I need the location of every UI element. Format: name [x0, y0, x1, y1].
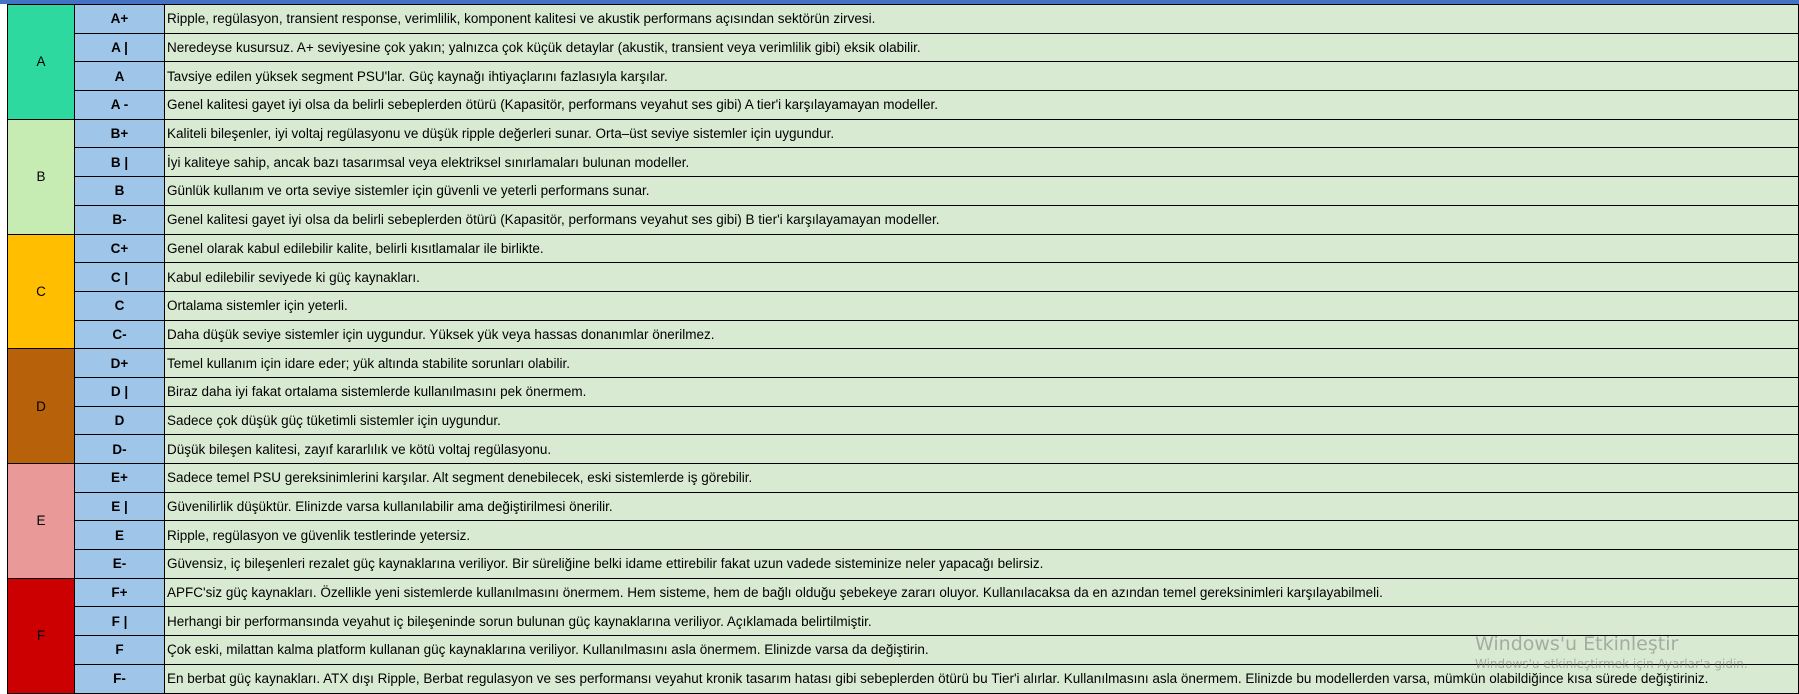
- tier-list-sheet: [7, 4, 1799, 694]
- tier-group-cell[interactable]: A: [8, 5, 75, 120]
- grade-cell[interactable]: A -: [75, 91, 165, 120]
- table-row: [8, 148, 1799, 177]
- description-cell[interactable]: Temel kullanım için idare eder; yük altında stabilite sorunları olabilir.: [165, 349, 1799, 378]
- table-row: [8, 177, 1799, 206]
- description-cell[interactable]: Sadece temel PSU gereksinimlerini karşılar. Alt segment denebilecek, eski sistemlerde iş görebilir.: [165, 464, 1799, 493]
- description-cell[interactable]: Genel kalitesi gayet iyi olsa da belirli sebeplerden ötürü (Kapasitör, performans veyahut ses gibi) B tier'i karşılayamayan modeller.: [165, 205, 1799, 234]
- grade-cell[interactable]: F+: [75, 578, 165, 607]
- grade-cell[interactable]: D-: [75, 435, 165, 464]
- description-cell[interactable]: Biraz daha iyi fakat ortalama sistemlerde kullanılmasını pek önermem.: [165, 377, 1799, 406]
- table-row: [8, 406, 1799, 435]
- grade-cell[interactable]: B |: [75, 148, 165, 177]
- grade-cell[interactable]: D |: [75, 377, 165, 406]
- description-cell[interactable]: Tavsiye edilen yüksek segment PSU'lar. Güç kaynağı ihtiyaçlarını fazlasıyla karşılar.: [165, 62, 1799, 91]
- grade-cell[interactable]: E |: [75, 492, 165, 521]
- table-row: [8, 119, 1799, 148]
- description-cell[interactable]: Neredeyse kusursuz. A+ seviyesine çok yakın; yalnızca çok küçük detaylar (akustik, transient veya verimlilik gibi) eksik olabilir.: [165, 33, 1799, 62]
- grade-cell[interactable]: C |: [75, 263, 165, 292]
- description-cell[interactable]: Genel olarak kabul edilebilir kalite, belirli kısıtlamalar ile birlikte.: [165, 234, 1799, 263]
- description-cell[interactable]: Çok eski, milattan kalma platform kullanan güç kaynaklarına veriliyor. Kullanılmasını asla önermem. Elinizde varsa da değiştirin.: [165, 636, 1799, 665]
- table-row: [8, 377, 1799, 406]
- grade-cell[interactable]: E: [75, 521, 165, 550]
- table-row: [8, 521, 1799, 550]
- description-cell[interactable]: Düşük bileşen kalitesi, zayıf kararlılık ve kötü voltaj regülasyonu.: [165, 435, 1799, 464]
- table-row: [8, 320, 1799, 349]
- table-row: [8, 33, 1799, 62]
- grade-cell[interactable]: E+: [75, 464, 165, 493]
- description-cell[interactable]: Sadece çok düşük güç tüketimli sistemler için uygundur.: [165, 406, 1799, 435]
- tier-group-cell[interactable]: B: [8, 119, 75, 234]
- tier-group-cell[interactable]: C: [8, 234, 75, 349]
- description-cell[interactable]: Herhangi bir performansında veyahut iç bileşeninde sorun bulunan güç kaynaklarına veriliyor. Açıklamada belirtilmiştir.: [165, 607, 1799, 636]
- table-row: [8, 492, 1799, 521]
- tier-group-cell[interactable]: F: [8, 578, 75, 693]
- grade-cell[interactable]: A: [75, 62, 165, 91]
- description-cell[interactable]: Daha düşük seviye sistemler için uygundur. Yüksek yük veya hassas donanımlar önerilmez.: [165, 320, 1799, 349]
- grade-cell[interactable]: B-: [75, 205, 165, 234]
- description-cell[interactable]: Genel kalitesi gayet iyi olsa da belirli sebeplerden ötürü (Kapasitör, performans veyahut ses gibi) A tier'i karşılayamayan modeller.: [165, 91, 1799, 120]
- table-row: [8, 636, 1799, 665]
- description-cell[interactable]: İyi kaliteye sahip, ancak bazı tasarımsal veya elektriksel sınırlamaları bulunan modeller.: [165, 148, 1799, 177]
- grade-cell[interactable]: C+: [75, 234, 165, 263]
- grade-cell[interactable]: D+: [75, 349, 165, 378]
- tier-list-body: [8, 5, 1799, 694]
- description-cell[interactable]: Kaliteli bileşenler, iyi voltaj regülasyonu ve düşük ripple değerleri sunar. Orta–üst seviye sistemler için uygundur.: [165, 119, 1799, 148]
- description-cell[interactable]: Ripple, regülasyon, transient response, verimlilik, komponent kalitesi ve akustik performans açısından sektörün zirvesi.: [165, 5, 1799, 34]
- tier-group-cell[interactable]: D: [8, 349, 75, 464]
- grade-cell[interactable]: B+: [75, 119, 165, 148]
- grade-cell[interactable]: F-: [75, 664, 165, 693]
- table-row: [8, 607, 1799, 636]
- table-row: [8, 263, 1799, 292]
- description-cell[interactable]: Güvensiz, iç bileşenleri rezalet güç kaynaklarına veriliyor. Bir süreliğine belki idame ettirebilir fakat uzun vadede sisteminize neler yapacağı belirsiz.: [165, 550, 1799, 579]
- grade-cell[interactable]: D: [75, 406, 165, 435]
- table-row: [8, 435, 1799, 464]
- watermark-subtitle: Windows'u etkinleştirmek için Ayarlar'a gidin.: [1475, 657, 1748, 671]
- grade-cell[interactable]: C: [75, 291, 165, 320]
- table-row: [8, 550, 1799, 579]
- table-row: [8, 234, 1799, 263]
- grade-cell[interactable]: F |: [75, 607, 165, 636]
- description-cell[interactable]: En berbat güç kaynakları. ATX dışı Ripple, Berbat regulasyon ve ses performansı veyahut kronik tasarım hatası gibi sebeplerden ötürü bu Tier'i alırlar. Kullanılmasını asla önermem. Elinizde bu modellerden varsa, mümkün olabildiğince kısa sürede değiştiriniz.: [165, 664, 1799, 693]
- table-row: [8, 578, 1799, 607]
- table-row: [8, 91, 1799, 120]
- table-row: [8, 62, 1799, 91]
- grade-cell[interactable]: C-: [75, 320, 165, 349]
- grade-cell[interactable]: A+: [75, 5, 165, 34]
- description-cell[interactable]: Güvenilirlik düşüktür. Elinizde varsa kullanılabilir ama değiştirilmesi önerilir.: [165, 492, 1799, 521]
- table-row: [8, 291, 1799, 320]
- grade-cell[interactable]: B: [75, 177, 165, 206]
- table-row: [8, 205, 1799, 234]
- table-row: [8, 5, 1799, 34]
- description-cell[interactable]: Kabul edilebilir seviyede ki güç kaynakları.: [165, 263, 1799, 292]
- table-row: [8, 349, 1799, 378]
- tier-group-cell[interactable]: E: [8, 464, 75, 579]
- table-row: [8, 664, 1799, 693]
- description-cell[interactable]: Ripple, regülasyon ve güvenlik testlerinde yetersiz.: [165, 521, 1799, 550]
- grade-cell[interactable]: A |: [75, 33, 165, 62]
- grade-cell[interactable]: E-: [75, 550, 165, 579]
- description-cell[interactable]: Günlük kullanım ve orta seviye sistemler için güvenli ve yeterli performans sunar.: [165, 177, 1799, 206]
- description-cell[interactable]: Ortalama sistemler için yeterli.: [165, 291, 1799, 320]
- table-row: [8, 464, 1799, 493]
- grade-cell[interactable]: F: [75, 636, 165, 665]
- watermark-title: Windows'u Etkinleştir: [1475, 633, 1679, 655]
- description-cell[interactable]: APFC'siz güç kaynakları. Özellikle yeni sistemlerde kullanılmasını önermem. Hem sisteme, hem de bağlı olduğu şebekeye zararı oluyor. Kullanılacaksa da en azından temel gereksinimleri karşılayabilmeli.: [165, 578, 1799, 607]
